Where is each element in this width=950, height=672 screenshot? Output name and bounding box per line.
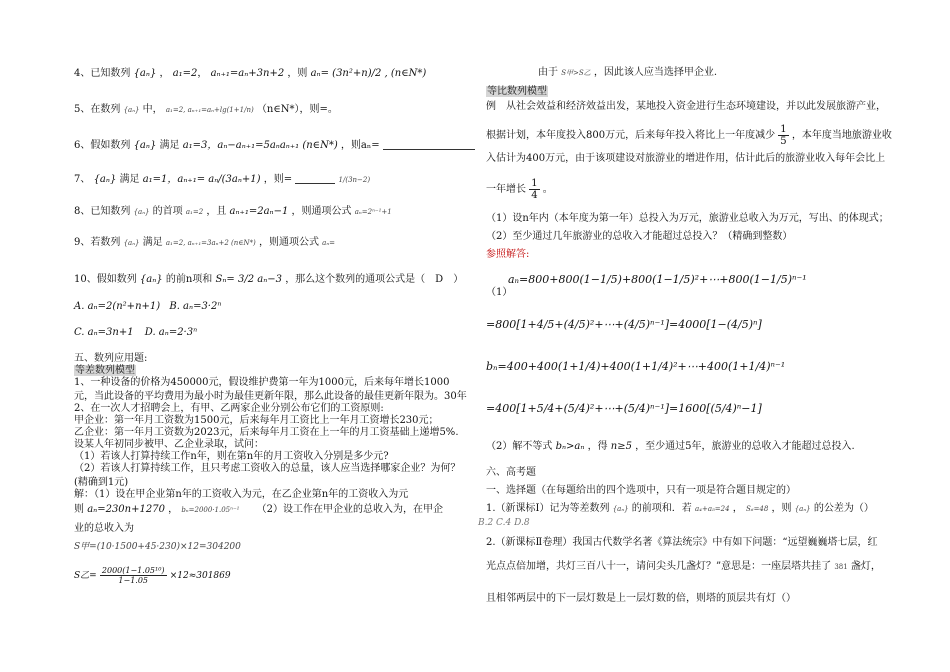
- question-6: 6、假如数列 {aₙ} 满足 a₁=3，aₙ−aₙ₊₁=5aₙaₙ₊₁ (n∈N*) ，则aₙ=: [74, 139, 475, 153]
- problem-2: 2、在一次人才招聘会上，有甲、乙两家企业分别公布它们的工资原则:: [74, 403, 384, 414]
- problem-2-q1: （1）若该人打算持续工作n年，则在第n年的月工资收入分别是多少元?: [74, 451, 389, 462]
- section-6-subtitle: 一、选择题（在每题给出的四个选项中，只有一项是符合题目规定的）: [486, 485, 796, 496]
- question-7: 7、 {aₙ} 满足 a₁=1，aₙ₊₁= aₙ/(3aₙ+1) ，则= 1/(3n−2): [74, 174, 371, 185]
- example-question-2: （2）至少通过几年旅游业的总收入才能超过总投入？（精确到整数）: [486, 231, 793, 242]
- example-question-1: （1）设n年内（本年度为第一年）总投入为万元，旅游业总收入为万元，写出、的体现式；: [486, 213, 889, 224]
- example-line-4: 一年增长 $\frac{1}{4}$ 。: [486, 178, 553, 201]
- question-10: 10、假如数列 {aₙ} 的前n项和 Sₙ= 3/2 aₙ−3 ，那么这个数列的通项公式是（ D ）: [74, 274, 464, 285]
- problem-2-q2: （2）若该人打算持续工作，且只考虑工资收入的总量，该人应当选择哪家企业？为何？(精确到1元): [74, 463, 461, 488]
- conclusion-line: 由于 S甲>S乙 ，因此该人应当选择甲企业.: [538, 67, 718, 78]
- exam-question-1-options: B.2 C.4 D.8: [478, 518, 530, 528]
- answer-blank: [295, 173, 335, 184]
- equation-a-n-sum: =800[1+4/5+(4/5)²+⋯+(4/5)ⁿ⁻¹]=4000[1−(4/5)ⁿ]: [486, 318, 762, 331]
- reference-answer-label: 参照解答:: [486, 249, 530, 260]
- geometric-model-title: 等比数列模型: [487, 86, 547, 97]
- solution-line-3: 业的总收入为: [74, 523, 134, 534]
- answer-blank: [383, 139, 475, 150]
- question-4: 4、已知数列 {aₙ} ， a₁=2， aₙ₊₁=aₙ+3n+2 ，则 aₙ= (3n²+n)/2 , (n∈N*): [74, 68, 427, 79]
- solution-line-2: 则 aₙ=230n+1270 ， bₙ=2000·1.05ⁿ⁻¹ （2）设工作在甲企业的总收入为，在甲企: [74, 504, 444, 515]
- equation-b-n: bₙ=400+400(1+1/4)+400(1+1/4)²+⋯+400(1+1/4)ⁿ⁻¹: [486, 360, 786, 373]
- equation-a-n: aₙ=800+800(1−1/5)+800(1−1/5)²+⋯+800(1−1/5)ⁿ⁻¹: [508, 273, 807, 286]
- formula-total-a: S甲=(10·1500+45·230)×12=304200: [74, 542, 241, 552]
- section-5-title: 五、数列应用题:: [74, 353, 148, 364]
- equation-b-n-sum: =400[1+5/4+(5/4)²+⋯+(5/4)ⁿ⁻¹]=1600[(5/4)ⁿ−1]: [486, 402, 762, 415]
- example-line-1: 例 从社会效益和经济效益出发，某地投入资金进行生态环境建设，并以此发展旅游产业，: [486, 101, 886, 112]
- solution-line-1: 解：（1）设在甲企业第n年的工资收入为元，在乙企业第n年的工资收入为元: [74, 489, 409, 500]
- exam-question-2-line-3: 且相邻两层中的下一层灯数是上一层灯数的倍，则塔的顶层共有灯（）: [486, 593, 796, 604]
- exam-question-2-line-1: 2.（新课标Ⅱ卷理）我国古代数学名著《算法统宗》中有如下问题：“远望巍巍塔七层，红: [486, 537, 878, 548]
- company-b-rule: 乙企业：第一年月工资数为2023元，后来每年月工资在上一年的月工资基础上递增5%.: [74, 427, 459, 438]
- section-6-title: 六、高考题: [486, 467, 536, 478]
- example-line-2: 根据计划，本年度投入800万元，后来每年投入将比上一年度减少 $\frac{1}{5}$ ，本年度当地旅游业收: [486, 124, 892, 147]
- formula-total-b: S乙= $\frac{\text{2000(1−1.05¹⁰)}}{1-1.05}$ ×12≈301869: [74, 566, 231, 585]
- exam-question-2-line-2: 光点点倍加增，共灯三百八十一，请问尖头几盏灯？”意思是：一座层塔共挂了 381 盏灯，: [486, 561, 881, 572]
- exam-question-1: 1.（新课标Ⅰ）记为等差数列 {aₙ} 的前项和．若 a₄+a₅=24 ， S₆=48 ，则 {aₙ} 的公差为（）: [486, 503, 874, 514]
- question-8: 8、已知数列 {aₙ} 的首项 a₁=2 ，且 aₙ₊₁=2aₙ−1 ，则通项公式 aₙ=2ⁿ⁻¹+1: [74, 206, 392, 217]
- q10-option-c-d: C. aₙ=3n+1 D. aₙ=2·3ⁿ: [74, 327, 198, 338]
- problem-1: 1、一种设备的价格为450000元，假设维护费第一年为1000元，后来每年增长1000元，当此设备的平均费用为最小时为最佳更新年限，那么此设备的最佳更新年限为。30年: [74, 377, 467, 402]
- answer-label-1: （1）: [486, 287, 513, 298]
- example-line-3: 入估计为400万元，由于该项建设对旅游业的增进作用，估计此后的旅游业收入每年会比上: [486, 153, 886, 164]
- q10-option-a-b: A. aₙ=2(n²+n+1) B. aₙ=3·2ⁿ: [74, 301, 222, 312]
- question-9: 9、若数列 {aₙ} 满足 a₁=2, aₙ₊₁=3aₙ+2 (n∈N*) ，则通项公式 aₙ=: [74, 237, 336, 248]
- question-5: 5、在数列 {aₙ} 中， a₁=2, aₙ₊₁=aₙ+lg(1+1/n) （n∈N*），则=。: [74, 104, 338, 115]
- answer-part-2: （2）解不等式 bₙ>aₙ ，得 n≥5 ，至少通过5年，旅游业的总收入才能超过总投入.: [486, 441, 855, 452]
- section-5-subtitle: 等差数列模型: [75, 365, 135, 376]
- problem-2-ask: 设某人年初同步被甲、乙企业录取，试问：: [74, 439, 264, 450]
- company-a-rule: 甲企业：第一年月工资数为1500元，后来每年月工资比上一年月工资增长230元；: [74, 415, 439, 426]
